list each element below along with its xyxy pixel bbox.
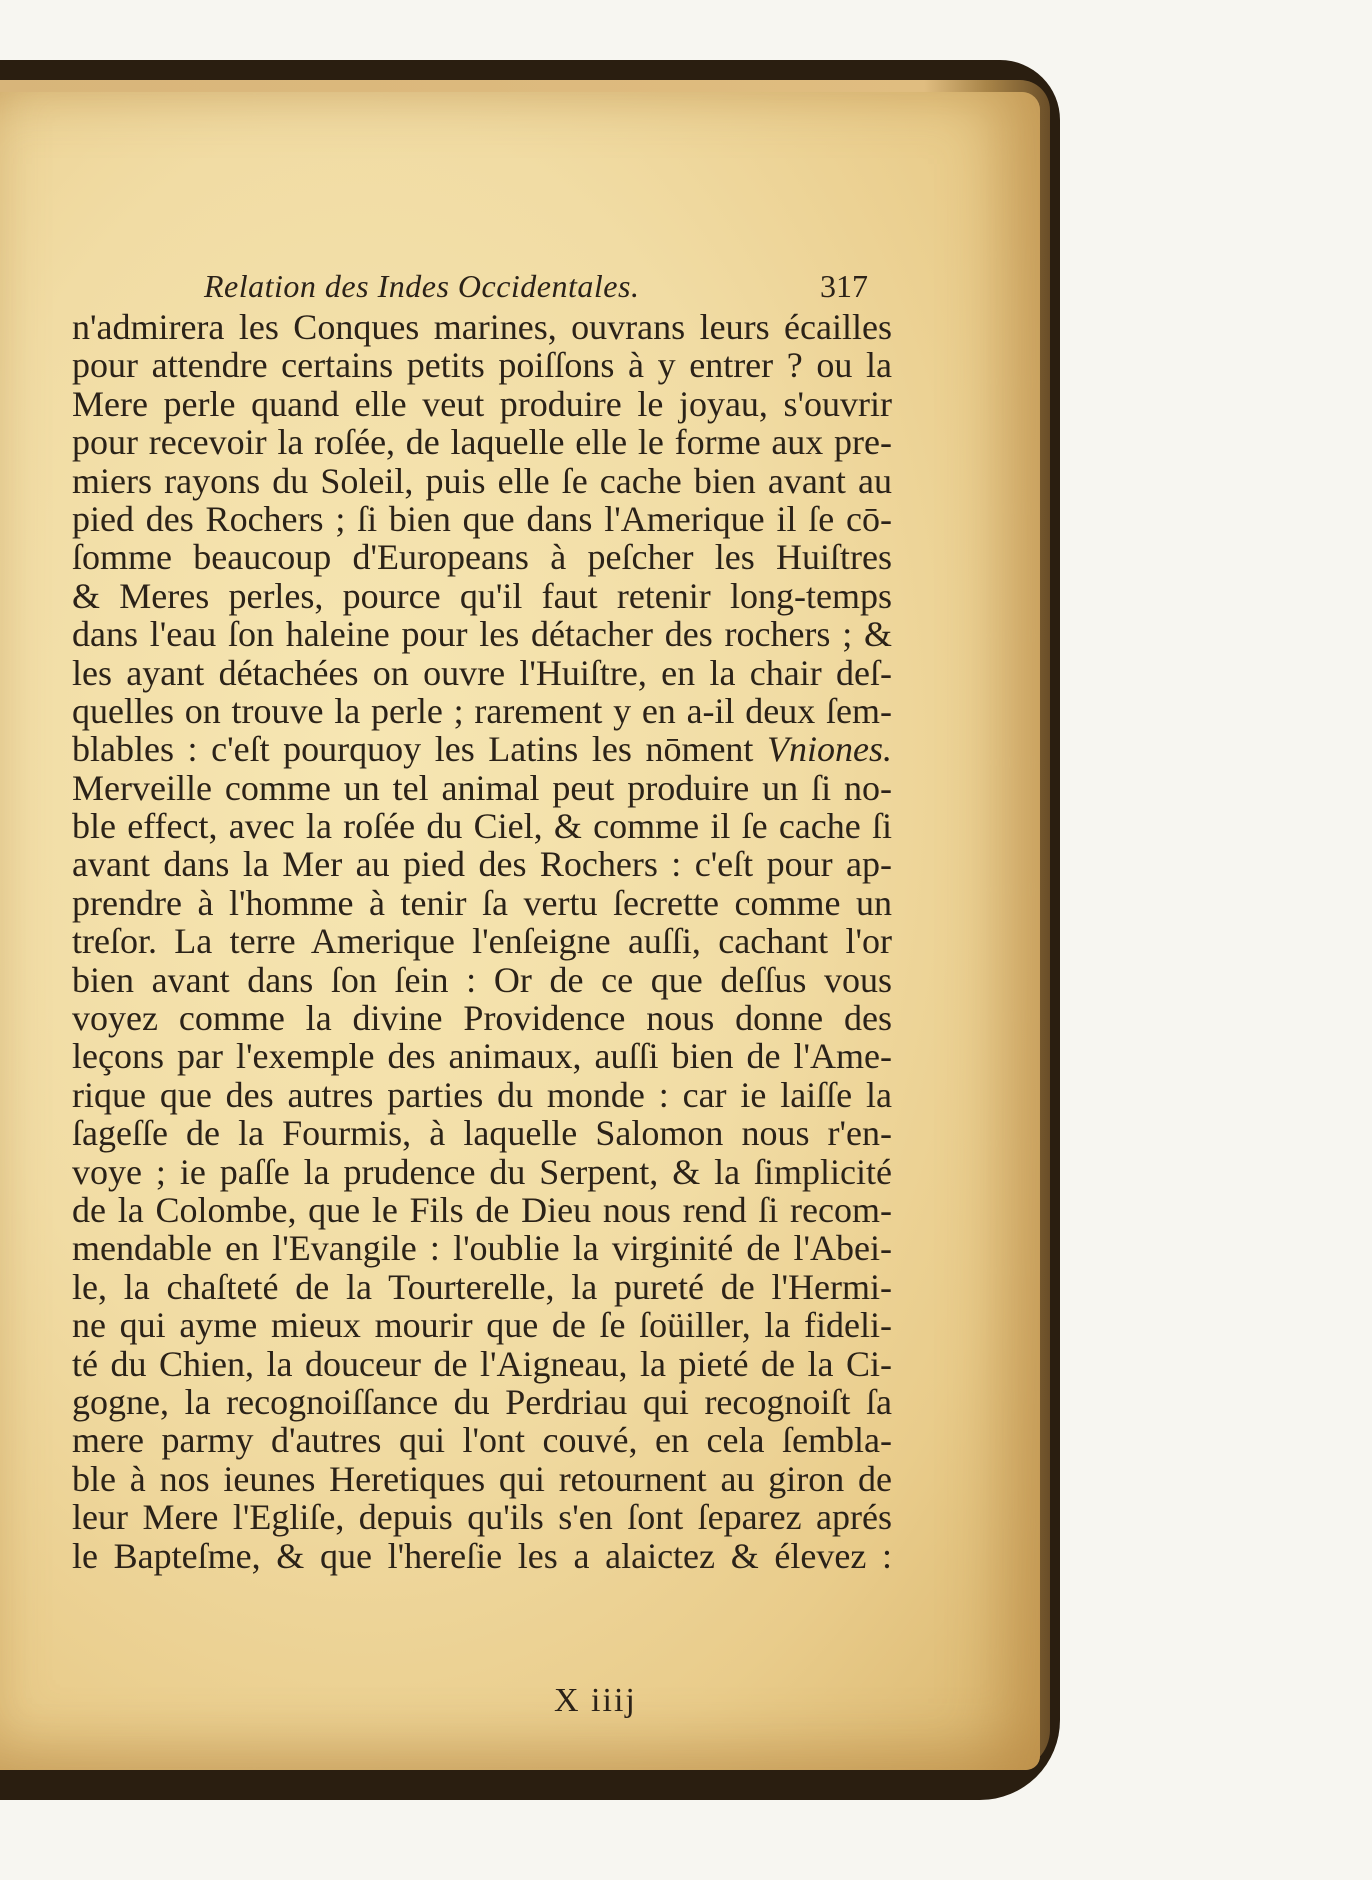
- text-line: le Bapteſme, & que l'hereſie les a alaictez & élevez :: [72, 1535, 892, 1576]
- text-line: de la Colombe, que le Fils de Dieu nous rend ſi recom-: [72, 1189, 892, 1230]
- running-head: [72, 260, 892, 308]
- text-line: mere parmy d'autres qui l'ont couvé, en cela ſembla-: [72, 1420, 892, 1461]
- text-line: Merveille comme un tel animal peut produire un ſi no-: [72, 767, 892, 808]
- book-page: [0, 92, 1040, 1770]
- text-line: voye ; ie paſſe la prudence du Serpent, & la ſimplicité: [72, 1151, 892, 1192]
- text-line: ble à nos ieunes Heretiques qui retournent au giron de: [72, 1458, 892, 1499]
- italic-word: Vniones.: [767, 729, 893, 770]
- text-line: le, la chaſteté de la Tourterelle, la pureté de l'Hermi-: [72, 1266, 892, 1307]
- text-line: ne qui ayme mieux mourir que de ſe ſoüiller, la fideli-: [72, 1305, 892, 1346]
- text-line: avant dans la Mer au pied des Rochers : c'eſt pour ap-: [72, 844, 892, 885]
- text-line: ſageſſe de la Fourmis, à laquelle Salomon nous r'en-: [72, 1113, 892, 1154]
- running-head-title: Relation des Indes Occidentales.: [204, 268, 640, 304]
- text-line: les ayant détachées on ouvre l'Huiſtre, en la chair deſ-: [72, 652, 892, 693]
- text-line: Mere perle quand elle veut produire le joyau, s'ouvrir: [72, 383, 892, 424]
- text-line-with-italic: [72, 730, 892, 768]
- text-line: rique que des autres parties du monde : car ie laiſſe la: [72, 1074, 892, 1115]
- text-line: ble effect, avec la roſée du Ciel, & comme il ſe cache ſi: [72, 806, 892, 847]
- text-line: & Meres perles, pource qu'il faut retenir long-temps: [72, 575, 892, 616]
- text-line: pied des Rochers ; ſi bien que dans l'Amerique il ſe cō-: [72, 498, 892, 539]
- text-line: leur Mere l'Egliſe, depuis qu'ils s'en ſont ſeparez aprés: [72, 1497, 892, 1538]
- text-line: leçons par l'exemple des animaux, auſſi bien de l'Ame-: [72, 1036, 892, 1077]
- text-line: ſomme beaucoup d'Europeans à peſcher les Huiſtres: [72, 537, 892, 578]
- text-line: prendre à l'homme à tenir ſa vertu ſecrette comme un: [72, 882, 892, 923]
- text-line: gogne, la recognoiſſance du Perdriau qui recognoiſt ſa: [72, 1381, 892, 1422]
- signature-mark: X iiij: [554, 1682, 637, 1719]
- text-line: n'admirera les Conques marines, ouvrans leurs écailles: [72, 307, 892, 347]
- text-line: té du Chien, la douceur de l'Aigneau, la pieté de la Ci-: [72, 1343, 892, 1384]
- text-line: bien avant dans ſon ſein : Or de ce que deſſus vous: [72, 959, 892, 1000]
- text-line: quelles on trouve la perle ; rarement y en a-il deux ſem-: [72, 690, 892, 731]
- text-line-start: blables : c'eſt pourquoy les Latins les nōment: [72, 729, 754, 770]
- page-number: 317: [820, 268, 868, 304]
- text-line: pour attendre certains petits poiſſons à y entrer ? ou la: [72, 345, 892, 386]
- text-line: treſor. La terre Amerique l'enſeigne auſſi, cachant l'or: [72, 921, 892, 962]
- page-text-block: [72, 260, 892, 1575]
- text-line: pour recevoir la roſée, de laquelle elle le forme aux pre-: [72, 422, 892, 463]
- text-line: miers rayons du Soleil, puis elle ſe cache bien avant au: [72, 460, 892, 501]
- text-line: dans l'eau ſon haleine pour les détacher des rochers ; &: [72, 614, 892, 655]
- text-line: voyez comme la divine Providence nous donne des: [72, 998, 892, 1039]
- text-line: mendable en l'Evangile : l'oublie la virginité de l'Abei-: [72, 1228, 892, 1269]
